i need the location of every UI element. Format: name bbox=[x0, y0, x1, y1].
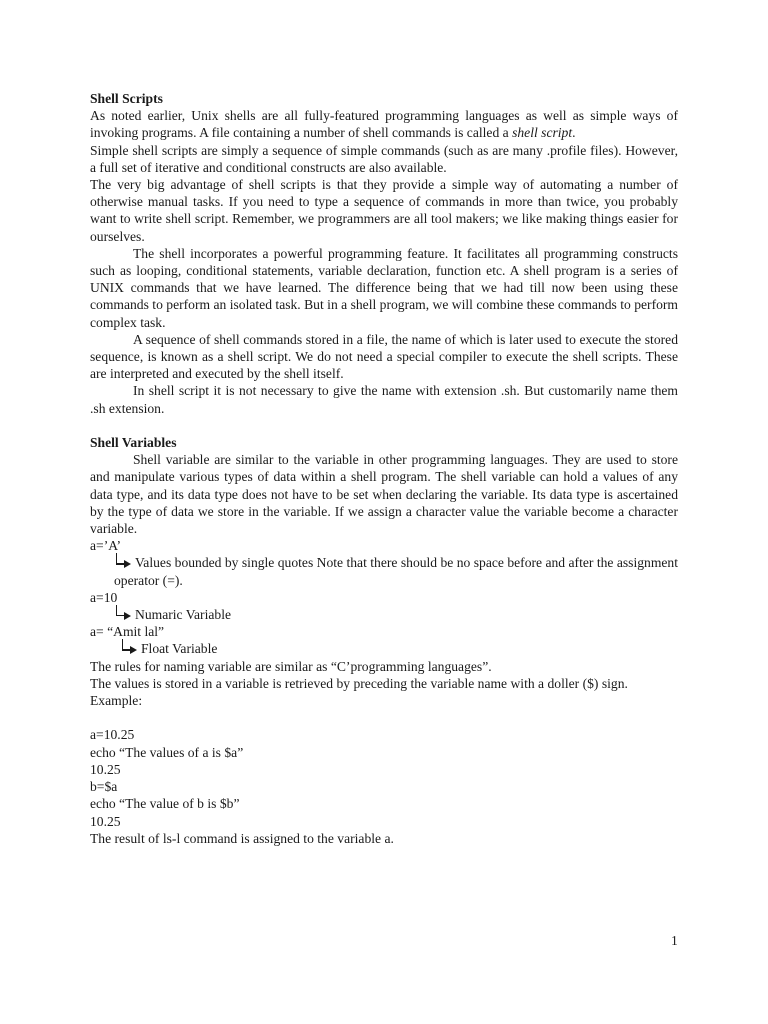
code-example-numeric: a=10 bbox=[90, 589, 118, 605]
paragraph-simple-scripts: Simple shell scripts are simply a sequence of simple commands (such as are many .profile files). However, a full set of iterative and conditional constructs are also available. bbox=[90, 142, 678, 175]
paragraph-result: The result of ls-l command is assigned to the variable a. bbox=[90, 830, 394, 846]
section-heading-shell-scripts: Shell Scripts bbox=[90, 91, 163, 106]
note-numeric-text: Numaric Variable bbox=[135, 607, 231, 623]
document-page bbox=[90, 90, 678, 847]
paragraph-variables: Shell variable are similar to the variable in other programming languages. They are used to store and manipulate various types of data within a shell program. The shell variable can hold a values of any data type, and its data type does not have to be set when declaring the variable. Its data type is ascertained by the type of data we store in the variable. If we assign a character value the variable become a character variable. bbox=[90, 452, 678, 537]
code-line: echo “The values of a is $a” bbox=[90, 744, 244, 760]
paragraph-retrieve: The values is stored in a variable is retrieved by preceding the variable name with a doller ($) sign. bbox=[90, 675, 628, 691]
example-label: Example: bbox=[90, 693, 143, 709]
paragraph-sequence: A sequence of shell commands stored in a file, the name of which is later used to execute the stored sequence, is known as a shell script. We do not need a special compiler to execute the shell scripts. These are interpreted and executed by the shell itself. bbox=[90, 331, 678, 382]
paragraph-advantage: The very big advantage of shell scripts is that they provide a simple way of automating a number of otherwise manual tasks. If you need to type a sequence of commands in more than twice, you probably want to write shell script. Remember, we programmers are all tool makers; we like making things easier for ourselves. bbox=[90, 177, 678, 244]
shell-script-term: shell script bbox=[512, 125, 573, 141]
paragraph-extension: In shell script it is not necessary to give the name with extension .sh. But customarily name them .sh extension. bbox=[90, 383, 678, 416]
code-line: echo “The value of b is $b” bbox=[90, 796, 240, 812]
paragraph-intro bbox=[90, 107, 678, 141]
code-line: 10.25 bbox=[90, 813, 121, 829]
note-single-quotes bbox=[90, 554, 678, 588]
arrow-icon bbox=[114, 607, 132, 621]
code-line: a=10.25 bbox=[90, 727, 135, 743]
paragraph-naming-rules: The rules for naming variable are similar as “C’programming languages”. bbox=[90, 658, 492, 674]
code-example-char: a=’A’ bbox=[90, 538, 122, 554]
spacer bbox=[90, 709, 678, 726]
note-numeric bbox=[90, 606, 678, 623]
arrow-icon bbox=[114, 555, 132, 569]
code-line: 10.25 bbox=[90, 761, 121, 777]
paragraph-intro-text: As noted earlier, Unix shells are all fully-featured programming languages as well as simple ways of invoking programs. A file containing a number of shell commands is called a bbox=[90, 108, 678, 141]
arrow-icon bbox=[120, 641, 138, 655]
code-line: b=$a bbox=[90, 779, 118, 795]
note-float-text: Float Variable bbox=[141, 641, 218, 657]
spacer bbox=[90, 417, 678, 434]
code-example-float: a= “Amit lal” bbox=[90, 624, 165, 640]
paragraph-intro-end: . bbox=[572, 125, 576, 141]
code-block bbox=[90, 726, 678, 829]
note-float bbox=[90, 640, 678, 657]
page-number: 1 bbox=[671, 933, 678, 948]
note-single-quotes-text: Values bounded by single quotes Note that there should be no space before and after the assignment operator (=). bbox=[114, 555, 678, 588]
paragraph-programming-feature: The shell incorporates a powerful programming feature. It facilitates all programming constructs such as looping, conditional statements, variable declaration, function etc. A shell program is a series of UNIX commands that we have learned. The difference being that we had till now been using these commands to perform an isolated task. But in a shell program, we will combine these commands to perform complex task. bbox=[90, 245, 678, 330]
section-heading-shell-variables: Shell Variables bbox=[90, 435, 177, 451]
